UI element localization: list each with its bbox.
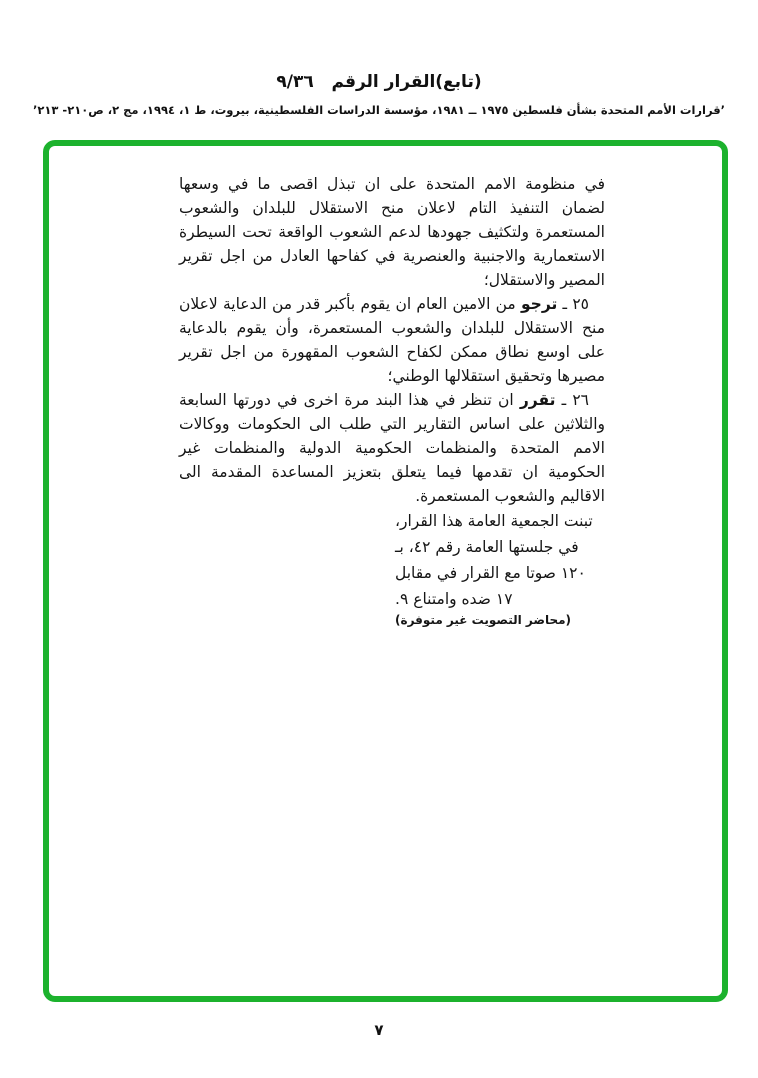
page-number: ٧ [374, 1021, 384, 1039]
resolution-title: (تابع)القرار الرقم ٩/٣٦ [276, 72, 482, 92]
clause-25-number: ٢٥ ـ [557, 295, 589, 313]
voting-records-note: (محاضر التصويت غير متوفرة) [395, 613, 572, 627]
clause-26 [179, 388, 605, 508]
adoption-note: تبنت الجمعية العامة هذا القرار، في جلستها العامة رقم ٤٢، بـ ١٢٠ صوتا مع القرار في مقابل ١٧ ضده وامتناع ٩. [395, 512, 593, 608]
clause-26-verb: تقرر [519, 391, 556, 409]
green-frame [43, 140, 728, 1002]
resolution-text-block [179, 172, 605, 629]
citation-line: ’قرارات الأمم المتحدة بشأن فلسطين ١٩٧٥ ــ ١٩٨١، مؤسسة الدراسات الفلسطينية، بيروت، ط ١، ١٩٩٤، مج ٢، ص٢١٠- ٢١٣’ [32, 103, 726, 117]
clause-25-verb: ترجو [520, 295, 558, 313]
clause-25 [179, 292, 605, 388]
clause-25-text: من الامين العام ان يقوم بأكبر قدر من الدعاية لاعلان منح الاستقلال للبلدان والشعوب المستعمرة، وأن يقوم بالدعاية على اوسع نطاق ممكن لكفاح الشعوب المقهورة من اجل تقرير مصيرها وتحقيق استقلالها الوطني؛ [179, 295, 605, 385]
clause-26-text: ان تنظر في هذا البند مرة اخرى في دورتها السابعة والثلاثين على اساس التقارير التي طلب الى الحكومات ووكالات الامم المتحدة والمنظمات الحكومية الدولية والمنظمات غير الحكومية ان تقدمها فيما يتعلق بتعزيز المساعدة المقدمة الى الاقاليم والشعوب المستعمرة. [179, 391, 605, 505]
clause-26-number: ٢٦ ـ [555, 391, 589, 409]
paragraph-continuation: في منظومة الامم المتحدة على ان تبذل اقصى ما في وسعها لضمان التنفيذ التام لاعلان منح الاستقلال للبلدان والشعوب المستعمرة ولتكثيف جهودها لدعم الشعوب الواقعة تحت السيطرة الاستعمارية والاجنبية والعنصرية في كفاحها العادل من اجل تقرير المصير والاستقلال؛ [179, 175, 605, 289]
